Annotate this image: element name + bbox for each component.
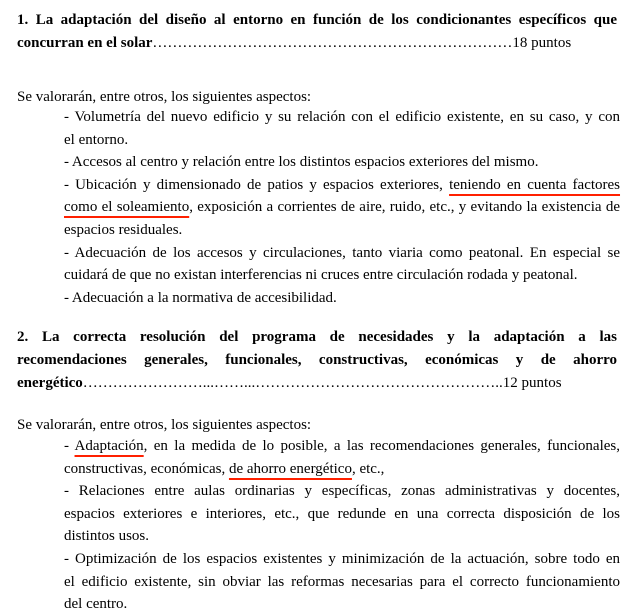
section-1-intro: Se valorarán, entre otros, los siguientes aspectos:	[17, 89, 312, 105]
list-item: - Volumetría del nuevo edificio y su relación con el edificio existente, en su caso, y con el entorno.	[64, 109, 620, 148]
section-1-aspects-list	[64, 106, 620, 309]
section-2-dots: ……………………...……...…………………………………………..	[82, 375, 503, 391]
section-2-heading-line: recomendaciones generales, funcionales, constructivas, económicas y de ahorro	[17, 352, 617, 368]
section-2-heading-line: 2. La correcta resolución del programa de necesidades y la adaptación a las	[17, 329, 617, 345]
highlight-underline: de ahorro energético	[228, 460, 352, 477]
section-2-heading	[17, 326, 617, 395]
list-item: - Optimización de los espacios existentes y minimización de la actuación, sobre todo en el edificio existente, sin obviar las reformas necesarias para el correcto funcionamiento del centro.	[64, 550, 620, 613]
list-item: - Adecuación a la normativa de accesibilidad.	[64, 289, 337, 306]
highlight-underline: Adaptación	[74, 438, 144, 454]
section-1-points: 18 puntos	[512, 35, 572, 51]
section-2-aspects-list	[64, 435, 620, 616]
section-1-heading-line: concurran en el solar	[17, 35, 153, 51]
section-2-heading-line: energético	[17, 375, 83, 391]
highlight-underline: como el soleamiento	[64, 199, 190, 216]
section-2-points: 12 puntos	[502, 375, 562, 391]
highlight-underline: teniendo en cuenta factores	[449, 176, 621, 193]
section-2-intro: Se valorarán, entre otros, los siguientes aspectos:	[17, 417, 312, 433]
section-1-dots: ………………………………………………………………	[152, 35, 513, 51]
section-1-heading-line: 1. La adaptación del diseño al entorno en función de los condicionantes específicos que	[17, 12, 617, 28]
list-item: - Accesos al centro y relación entre los distintos espacios exteriores del mismo.	[64, 154, 539, 171]
section-1-heading	[17, 9, 617, 55]
list-item: - Adaptación, en la medida de lo posible, a las recomendaciones generales, funcionales, constructivas, económicas, de ahorro energético, etc.,	[64, 438, 621, 477]
list-item: - Ubicación y dimensionado de patios y espacios exteriores, teniendo en cuenta factores como el soleamiento, exposición a corrientes de aire, ruido, etc., y evitando la existencia de espacios residuales.	[64, 176, 621, 238]
list-item: - Relaciones entre aulas ordinarias y específicas, zonas administrativas y docentes, espacios exteriores e interiores, etc., que redunde en una correcta disposición de los distintos usos.	[64, 483, 620, 545]
list-item: - Adecuación de los accesos y circulaciones, tanto viaria como peatonal. En especial se cuidará de que no existan interferencias ni cruces entre circulación rodada y peatonal.	[64, 244, 620, 284]
